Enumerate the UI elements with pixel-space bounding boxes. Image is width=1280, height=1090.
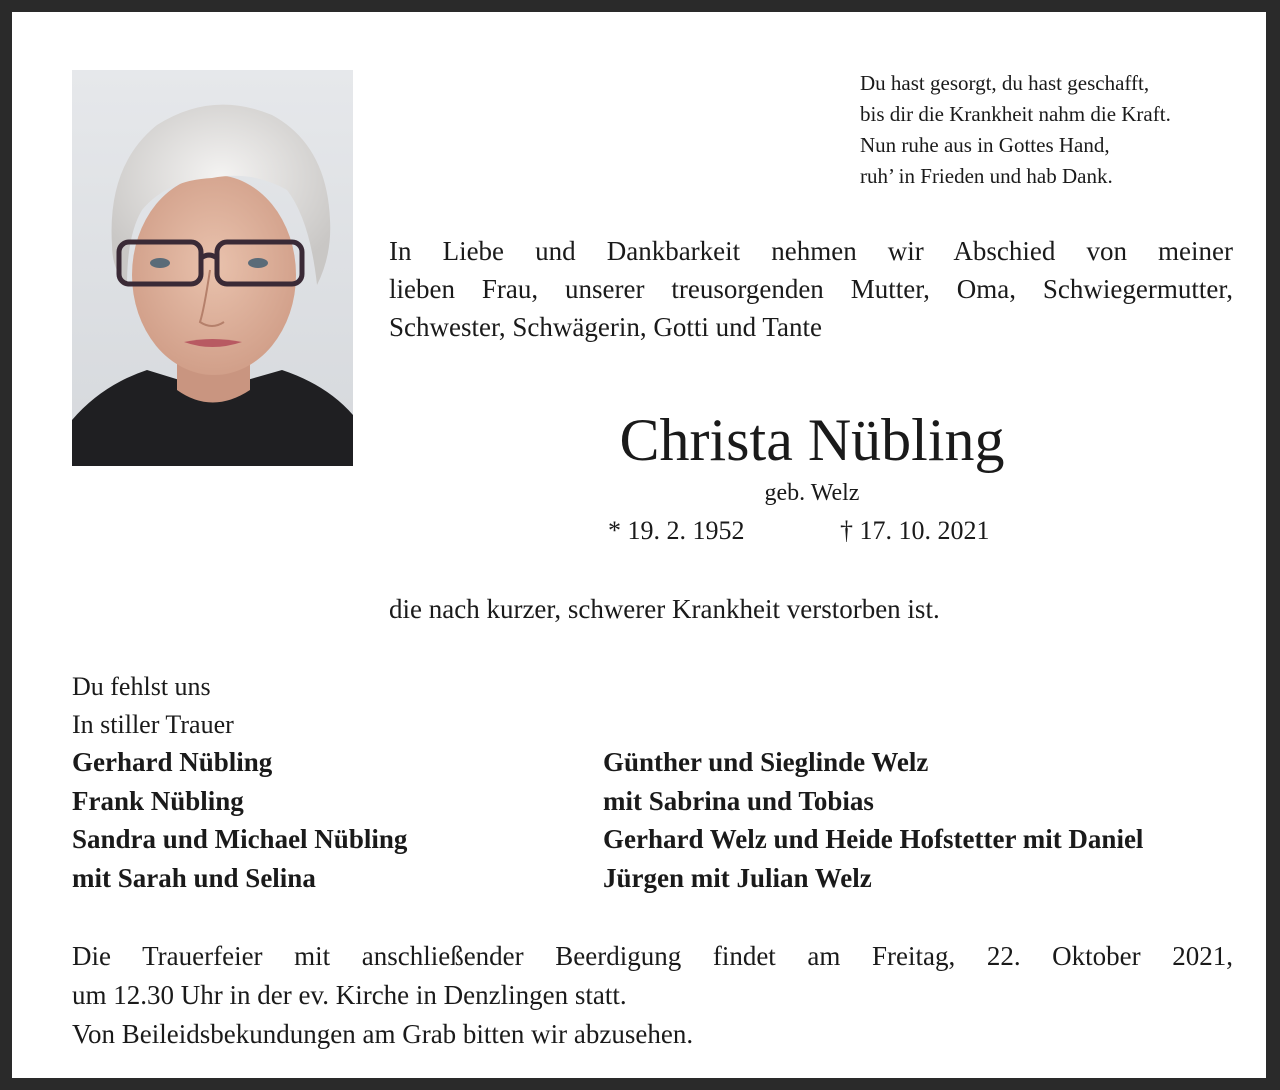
intro-line: In Liebe und Dankbarkeit nehmen wir Abschied von meiner: [389, 236, 1233, 266]
mourners-left-column: [72, 743, 407, 897]
mourner-name: mit Sarah und Selina: [72, 862, 316, 893]
mourners-right-column: [603, 743, 1143, 897]
mourner-name: Gerhard Nübling: [72, 747, 273, 777]
intro-line: lieben Frau, unserer treusorgenden Mutter, Oma, Schwiegermutter,: [389, 274, 1233, 304]
poem-line: bis dir die Krankheit nahm die Kraft.: [860, 102, 1171, 126]
mourner-name: Frank Nübling: [72, 785, 244, 816]
portrait-image: [72, 70, 353, 466]
poem-line: Nun ruhe aus in Gottes Hand,: [860, 133, 1110, 157]
mourning-intro-line: In stiller Trauer: [72, 710, 234, 739]
poem: [860, 68, 1171, 192]
funeral-notice: [72, 937, 1233, 1054]
mourner-name: Jürgen mit Julian Welz: [603, 862, 872, 893]
mourning-intro: [72, 668, 234, 744]
mourner-name: Gerhard Welz und Heide Hofstetter mit Daniel: [603, 824, 1144, 854]
poem-line: Du hast gesorgt, du hast geschafft,: [860, 71, 1150, 95]
birth-date: * 19. 2. 1952: [608, 516, 745, 545]
funeral-line: um 12.30 Uhr in der ev. Kirche in Denzlingen statt.: [72, 980, 627, 1010]
deceased-name: Christa Nübling: [619, 407, 1005, 473]
passed-statement: die nach kurzer, schwerer Krankheit verstorben ist.: [389, 594, 940, 624]
mourner-name: Sandra und Michael Nübling: [72, 824, 408, 854]
funeral-line: Von Beileidsbekundungen am Grab bitten wir abzusehen.: [72, 1019, 694, 1049]
funeral-line: Die Trauerfeier mit anschließender Beerdigung findet am Freitag, 22. Oktober 2021,: [72, 941, 1233, 971]
portrait-photo: [72, 70, 353, 466]
poem-line: ruh’ in Frieden und hab Dank.: [860, 164, 1113, 188]
intro-paragraph: [389, 232, 1233, 346]
mourner-name: Günther und Sieglinde Welz: [603, 747, 929, 777]
death-date: † 17. 10. 2021: [840, 516, 990, 545]
intro-line: Schwester, Schwägerin, Gotti und Tante: [389, 312, 822, 342]
mourning-intro-line: Du fehlst uns: [72, 672, 211, 701]
maiden-name: geb. Welz: [764, 480, 860, 506]
mourner-name: mit Sabrina und Tobias: [603, 785, 874, 816]
